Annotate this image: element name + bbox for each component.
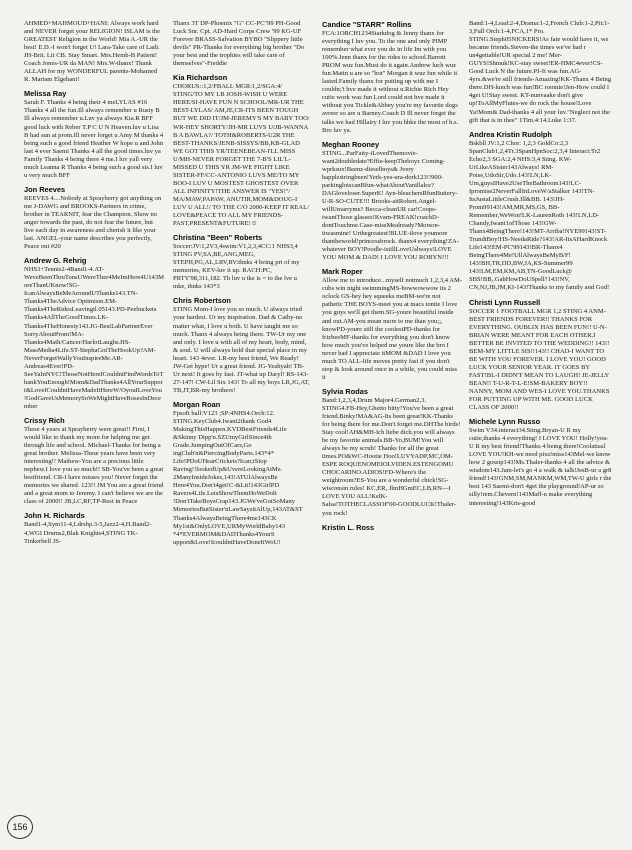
senior-entry <box>469 417 612 507</box>
column-1 <box>24 20 164 835</box>
senior-entry <box>322 523 462 532</box>
senior-entry <box>173 296 311 395</box>
student-name: Michele Lynn Russo <box>469 417 541 427</box>
student-name: Chris Robertson <box>173 296 231 306</box>
senior-message: Thanx 3T DP-Phoenix "G" CC-PC"99 PH-Good Luck Snr. Cpt. AD-Hard Corps Crew '99 KG-UF Forever BRASS-Salvation BYBO "Slippery little devils" PR-Thanks for everything big brother "Do your best and the trophies will take care of themselves"-Freddie <box>173 20 305 68</box>
student-name: Christi Lynn Russell <box>469 297 541 307</box>
senior-entry <box>469 298 612 413</box>
student-name: Jon Reeves <box>24 184 66 194</box>
senior-entry <box>322 387 462 518</box>
senior-entry <box>173 233 311 291</box>
student-name: Andrew G. Rehrig <box>24 256 87 266</box>
student-name: Candice "STARR" Rollins <box>322 20 412 29</box>
column-4 <box>469 20 612 835</box>
senior-message: REEVES 4....Nobody at Sprayberry got anything on me J-DAWG and BROOKS-Partners in crime, brother in TEARNIT, fear the Champion. Show no anger towards the past, do not fear the future, but live each day in awareness and cherish it like your last. ANGEL-your name describes you perfectly, Peace out #20 <box>24 194 162 251</box>
student-name: Kristin L. Ross <box>322 522 375 532</box>
senior-message: Allow me to introduce...myself notmuch 1,2,3,4 AM-cubs win night swimmingMS-bowwowwow its 2 oclock GS-hey hey squeeks meBM-we're not pathetic THE BOYS-meet you at macs tonite I love you guys we'll get them.SG-youre beautiful inside and out.AM-you mean more to me than you;;, knowPD-youre still the coolestPD-thanks for frizbeeMF-thanks for everything you don't know how much you've helped me youre like the bro I never had I appreciate itMOM &DAD I love you much TO ALL-life moves pretty fast if you don't stop & look around once in a while, you could miss it <box>322 277 462 381</box>
student-name: Andrea Kristin Rudolph <box>469 129 552 139</box>
page-number: 156 <box>7 815 33 839</box>
student-name: Christina "Been" Roberts <box>173 233 263 243</box>
senior-message: Soccer:JV:1,2V3,4swim:V1,2,3,4CC:1 NHS3,4 STING PV,SA,BE,ANG,MEG, STEPH,PG,AL,LRV,RV:thnks 4 being prt of my memories, KEV-luv it up. RACH:PC, PRTY'98,311,182. Th luv u tke is = to the lve u mke, thnks 143*3 <box>173 243 300 291</box>
senior-entry <box>173 20 311 68</box>
senior-message: NHS3+Tennis2-4Band1-4.AT-WeveBeenThruTonsUWereTher4MeImHere4U143MoreThanUKnow!SG-IcanAlwaysBeMeAroundUThanks143.TN-Thanks4TheAdvice Optimism.EM-Thanks4TheRidesLeavingtl.05143.PD-Peebuckets Thanks4AllTheGoodTimes.LK-Thanks4TheHonesty143.JG-BestLabPartnerEver SorryAboutProm!MA-Thanks4Math/Cancer/HarlotLaughs.HS-MassMedia4Life.ST-StephaGotTheHookUp?AM-NeverForgetWallyYouInspireMe.AR-Andreas4Ever!PD-SeeYaInNYC!ThoseNotHereICouldntFindWordsToThankYouEnough!Mom&DadThanks4AllYourSupport&LoveICouldntHaveMadeItHereW/OyouILoveYou!GodGaveUsMemorySoWeMightHaveRosesInDecember <box>24 266 164 410</box>
senior-entry <box>24 185 164 251</box>
senior-entry <box>173 400 311 547</box>
senior-message: FCA:1ORCH1234Starkdog & Jenny thanx for everything I luv you. To the one and only PIMP remember what ever you do in life Im with you 100%.Jenn thanx for the rides to school.Barrett PROM wuz fun.Must do it again.Andrew luch wuz fun.Mattn u are so "hot" Morgan it wuz fun while it lasted.Family thanx for putting up with me I couldn;'t hve made it without u.Richie Rich Hey cutie work was fun Lord could not hve made it without you Tickle&Abbey you're my favortie dogs avreer so are u Barney.Coach D Ill never forget the talks we had Hillairy I luv you hhke the most of h.s. Bro luv ya. <box>322 30 459 134</box>
senior-entry <box>24 20 164 84</box>
column-2 <box>173 20 311 835</box>
senior-entry <box>173 73 311 228</box>
senior-message: SOCCER 1 FOOTBALL MGR 1,2 STING 4 ANM-BEST FRIENDS FOREVER!! THANKS FOR EVERYTHING. OUBLIX HAS BEEN FUN!! U-N-BRIAN WERE MEANT FOR EACH OTHER.I BETTER BE INVITED TO THE WEDDING!! 143!! BEM-MY LITTLE SIS!!143!! CHAD-I WANT TO BE WITH YOU FOREVER. I LOVE YOU! GOOD LUCK YOUR SENIOR YEAR. IT GOES BY FAST!BL-I DIDN'T MEAN TO LAUGH! JE-JELLY BEAN!! T-U-R-T-L-E!SM-BAKERY BOY!! NANNY, MOM AND WES-I LOVE YOU.THANKS FOR PUTTING UP WITH ME. GOOD LUCK CLASS OF 2000!! <box>469 307 610 412</box>
student-name: Morgan Roan <box>173 399 221 409</box>
student-name: Crissy Rich <box>24 416 65 426</box>
senior-message: These 4 years at Sprayberry were great!! First, I would like to thank my mom for helping me get through life and school. Michael-Thanks for being a great brother. Melissa-These years have been very interesting!! Mathew-You are a precious little nephew.I love you so much!! SB-You've been a great bestfriend. CR-I have misses you! Never forget the memories we shared. 123!! JM You are a great friend and a great mom to Jeremy. I can't believe we are the class of 2000!! JB,LC,RF,TP-Rest in Peace <box>24 426 164 506</box>
senior-entry <box>469 20 612 125</box>
senior-message: Sarah F. Thanks 4 being their 4 meLYLAS #16 Thanks 4 all the fun.Ill always remember u Rusty B Ill always remember u.Luv ya always Kia.R BFF good luck with Reber T.P C U N Heaven.luv u Lisa B had sun at prom.Ill never forget u Amy M thanks 4 being such a good friend Heather W hope u and John last 4 ever Saemi Thanks 4 all the good times.luv ya Family Thanks 4 being there 4 me.I luv yall very much Leanna R Thanks 4 being such a good sis.I luv u very much BFF <box>24 99 164 179</box>
senior-entry <box>24 256 164 411</box>
student-name: Kia Richardson <box>173 73 228 83</box>
senior-message: AHMED+MAHMOUD+HANI: Always work hard and NEVER forget your RELIGION! ISLAM is the GREATEST Religion in the World! Mia A.-UR the best! E.D.-I won't forget U! Lara-Take care of Ladi. JH-Brit. Lit CB. Stay Smart. Mrs.Hemb-B Patient! Coach Jones-UR da MAN! Mrs.W-thanx! Thank ALLAH for my WONDERFUL parents-Mohamed R. Mariam Elgehani! <box>24 20 161 84</box>
senior-entry <box>469 130 612 293</box>
senior-entry <box>322 267 462 382</box>
student-name: Melissa Ray <box>24 89 67 99</box>
senior-entry <box>24 89 164 179</box>
senior-message: Bskbll JV:1,2 Chor: 1,2,3 GoldCo:2,3 SpanClub1,2,4Tr.3SpanHpnSoc:2,3,4 Interact:Tr2 Echo2,3 SGA:2,4 NHS:3,4 Sting. KW-UrLikeASister143Always! RM-Poise,UdoSir,Udo.143!LN,LK-Um,guysIHave2UseTheBathroom143!LC-Ipromise2NeverFallInLoveW/aStalker 143!TN-ItsJustaLittleCrush.Ill&BB. 143!JH-Prom99143!AM,MR,MS,GS, BB-Remember,WeWon!LK-LaurenRoth 143!LN,LD-Chandy,Iwant1ofThose 143!GW-Thanx4BeingThere!143!MT-Arriba!NYE99143!ST-TrundtBoy!HS-NeedaRide?143!AR-ItsAHardKnock Life143!EM-PC'99143!BR-Thanx4 BeingThere4Me!UllAlwaysBeMyB/F! 143!BH,TR,DD,BW,JA,KS-Summer99 143!LM,EM,KM,AB,TN-GoodLuck@ SBS!BB,.GabHowDoUSpell?143!NV, CN,NJ,JB,JM,KI-143!Thanks to my family and God! <box>469 139 610 292</box>
senior-entry <box>24 511 164 545</box>
senior-entry <box>322 140 462 263</box>
senior-message: CHORUS::1,2/FBALL MGR:1,2/SGA:4/ STING/TO MY LB JOSH-WISH U WERE HERE/SI-HAVE FUN N SCHOOL/MR-UR THE BEST-LYLAS/ AM,JE,CR-ITS BEEN TOUGH BUT WE DID IT/JM-JEREMY'S MY BABY TOO/ WR-HEY SHORTY/JH-MR LUVS U/JB-WANNA B A BAWLA?/ TOTH&ROBERTS-U2R THE BEST-THANKS/JENB-SISSYS/BB,KB-GLAD WE GOT THIS YR/TEENEBEAN-I'LL MISS U/MH-NEVER FORGET THE 7-B'S LIL'L-MISSED U THIS YR JM-WE FIGHT LIKE SISTER-FF/CC-ANTONIO LUVS ME/TO MY BOO-I LUV U MOSTEST GHOSTEST OVER ALL INFINITY!THE ANSWER IS "YES!"/ MA/MAW,PAPAW, ANUTIR,MOM&DOUG-I LUV U ALL!/ TO THE C/O 2000-KEEP IT REAL/ LOVE&PEACE TO ALL MY FRIENDS-PAST,PRESENT&FUTURE!☺ <box>173 83 310 228</box>
senior-entry <box>24 416 164 506</box>
student-name: John H. Richards <box>24 511 85 521</box>
senior-message: Swim V34.interact34.Sting.Bryan-U R my cutie,thanks 4 everything! I LOVE YOU! Holly!you-U R my best friend!Thanks 4 being there!Coolattasl LOVE YOU!KH-we need pixs!miss143Mel-we know how 2 gossip143!Ms.Thaler-thanks 4 all the advice & wisdom143.Jam-let's go 4 a walk & talk!JesB-ur a gr8 friend!143!GNM,SM,MANKM,WM,TW-U girls r the best 143 Saemi-don't 4get the playground!AP-ur so silly!rem.Chevern!143Maff-u make everything interesting!143Kris-good <box>469 427 612 507</box>
senior-entry <box>322 20 462 135</box>
student-name: Sylvia Rodas <box>322 386 369 396</box>
column-3 <box>322 20 462 835</box>
student-name: Mark Roper <box>322 267 363 277</box>
senior-message: Band:1-4,Lead:2-4,Drama:1-2,French Club:1-2,Pit:1-3,Full Orch:1-4,FCA,1* Pro. STING.Steph05NICKERS!As fate would have it, we became friends.Steven-the times we've had r un4gettable!UR special 2 me! Mer-GUYS!Shmuk!KC-stay sweet!ER-HMC4ever!CS-Good Luck N the future.PJ-It was fun.AG-4yrs.&we're still friends-Amazing!KK-Thanx 4 Being there.DH-lunch was fun!BC roomie!Jen-How could I 4get U!Stay sweet. KT-nunvaake don't give up!ToAllMyFlutes-we do rock the house!Love Ya!Mom& Dad-thanks 4 all your luv."Neglect not the gift that is in thee" 1Tim.4:14.Luke 1:37. <box>469 20 612 124</box>
senior-message: STING Mom-I love you so much. U always tried your hardest. Ur my inspiration. Dad & Cathy-no matter what, I love u both. U have taught me so much. Thanx 4 always being there. TW-Ur my one and only. I love u with all of my heart, body, mind, & soul. U will always hold that special place in my heart. 143 4ever. LR-my best friend, We Ready! JW-Get hype! Ur a great friend. JG-Yeahyah! TB-Ur next! It goes by fast. JT-what up Daryl! RS-143-27-147! CW-Lil Six 143! To all my boys LR,JG,AT, TB,JT,BR-my brothers! <box>173 306 310 394</box>
senior-message: Band:1,2,3,4,Drum Major4.German2,3. STING4.FB-Hey,Ghetto bitty!You've been a great friend.Binky!MA&AG-Its been great!KK-Thanks for being there for me.Don't forget me.DHThe birds! Stay cool!AH&MH-Ich liebe dich.you will always be my favorite animals.BB-Yo,BUM!You will always be my scrub! Thanks for all the great times.PO&WC-Hootie Hoo!LUVYADP,MC,OM-ESPE ROQUENOMEIOLVIDEN.ESTENGOMU CHOCARINO.ADIOS!FD-Where's the weightroom?ES-You are a wonderful chick!SG-wisconsin rules! KC,ER, JlmHGmEC,LB,RN—I LOVE YOU ALL!KelK-Salsa!TOTHECLASSOF'00-GOODLUCK!Thaler-you rock! <box>322 396 461 517</box>
senior-message: Band1-4,Sym11-4,Ldrshp.3-5,Jazz2-4,H.Band2-4,WGI Drums2,Blak Knights4,STING TK-Tinkerbell JS- <box>24 521 152 545</box>
student-name: Meghan Rooney <box>322 139 380 149</box>
senior-message: STING...ParFatty-iLovedThemovie-want2doubledate?Effie-keepTheboyz Coming-wprksux!Beenz-dieselboys& Jvery happlzstringbeen!Yerk-yes-ura-dork123!!900-parkinglotscanBfun-whatAboutVanillalce?DAGloveloser.SuperK! Ayn-bleachersRfunButtery-U-R-SO-CUTE!!! Brooks-aitRobert.Angel-willUmarryme? Becca-cleanUR car!Coops-iwantThose glasses!Kvam-FREAK!coachD-dontTouchme.Case-missMealready?Morson-itwasmine! Urthegreatest!BLUE-ilove youmore thantheworld!princessbrock. thanx4 everything!ZA-whatever BOY!Poodle-istillLoveUalways!LOVE YOU MOM & DAD! I LOVE YOU ROBYN!!! <box>322 149 459 262</box>
senior-message: Fpsoft ball:V123 ;SP:4NHS4.Orch:12. STING.KeyClub4.Iwant2thank God4 MakingThisHappen.KVDBestFriends4Life &Skinny Dipp'n.SZUmyGirlSince4th Grade.JumpingOutOfCars,Go ingClub'n&PiercingBodyParts.143*4* Life!PDoUHearCrickets?Ican;tStop Raving!!lookedUp&UvereLookingAtMe. 2ManyInsideJokes,143!ATUlAlwaysBe Here4You.Don't4get!C-&Lit!143GirlPD Ravers4Life.LetsShowThemHoWeDolt !Don'tTakeBoysCrap143.JGWe'veGotSoMany MemoriesButSister'nLawSaysitAlUp,143AT&ST Thanks4AlwaysBeingThere4me143CK My1st&OnlyLOVE,URMyWorldBaby143 *4*EVERMOM&DADThanks4YourS upport&Love!IcouldntHaveDoneItWoU! <box>173 409 303 546</box>
